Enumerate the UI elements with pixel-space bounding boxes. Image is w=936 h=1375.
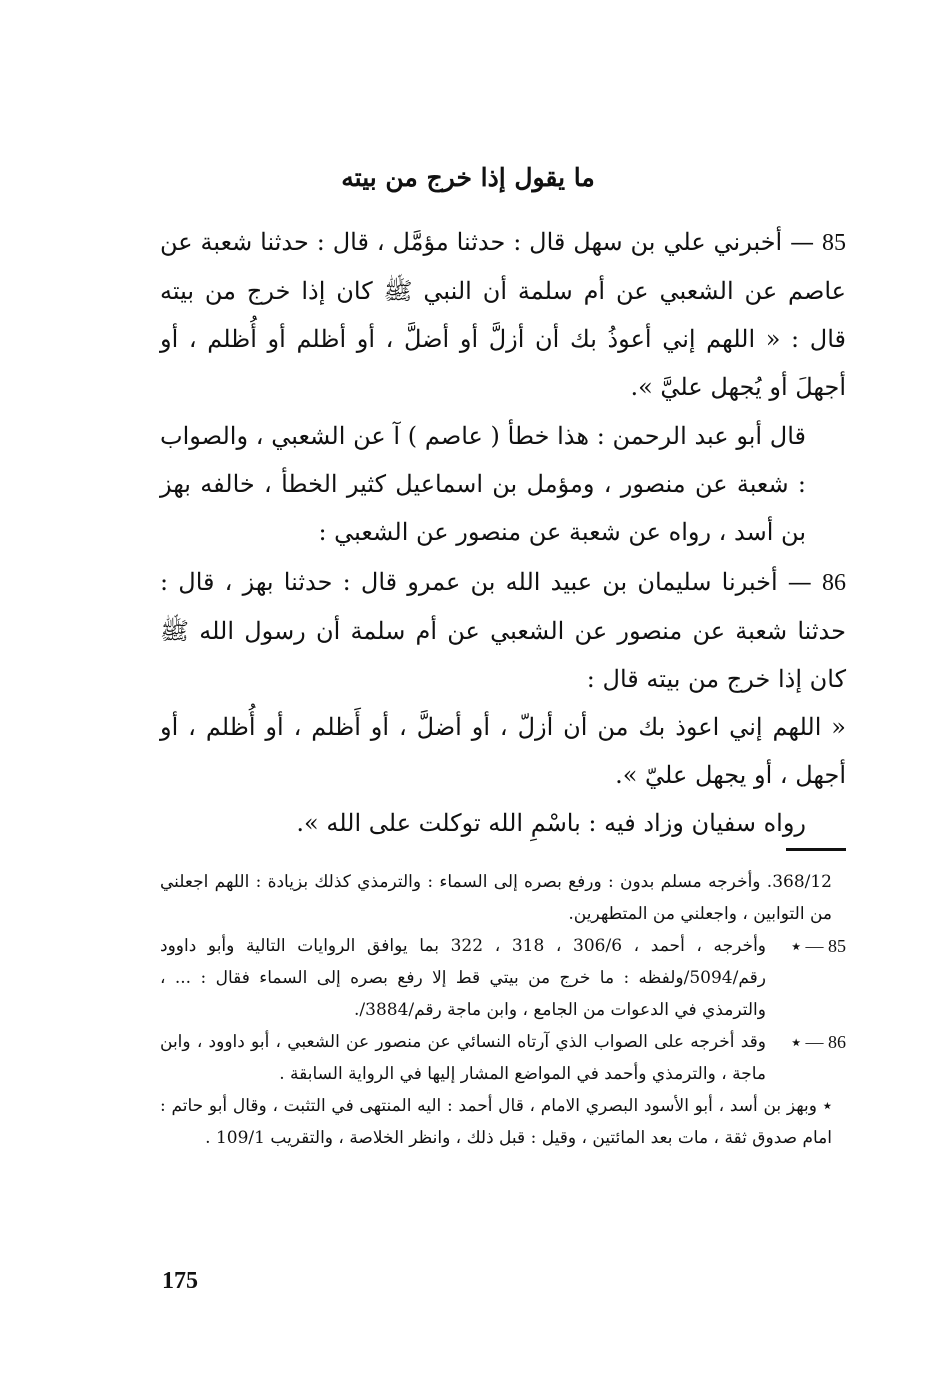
chapter-title: ما يقول إذا خرج من بيته bbox=[341, 163, 595, 192]
footnote-continued: 368/12. وأخرجه مسلم بدون : ورفع بصره إلى السماء : والترمذي كذلك بزيادة : اللهم اجعلني من التوابين ، واجعلني من المتطهرين. bbox=[160, 872, 832, 924]
footnote-marker: 86 — ٭ bbox=[791, 1032, 846, 1052]
hadith-number: 85 bbox=[822, 230, 846, 256]
narration-addition: رواه سفيان وزاد فيه : باسْمِ الله توكلت على الله ». bbox=[296, 809, 806, 837]
footnote-bahz: ٭ وبهز بن أسد ، أبو الأسود البصري الامام ، قال أحمد : اليه المنتهى في التثبت ، وقال أبو حاتم : امام صدوق ثقة ، مات بعد المائتين ، وقيل : قبل ذلك ، وانظر الخلاصة ، والتقريب 109/1 . bbox=[160, 1096, 832, 1148]
footnotes bbox=[160, 866, 846, 1154]
footnote-divider bbox=[786, 848, 846, 851]
hadith-86 bbox=[160, 558, 846, 847]
footnote-86 bbox=[160, 1026, 846, 1090]
page-number: 175 bbox=[162, 1268, 198, 1294]
footnote-text: وأخرجه ، أحمد ، 306/6 ، 318 ، 322 بما يوافق الروايات التالية وأبو داوود رقم/5094/ولفظه : ما خرج من بيتي قط إلا رفع بصره إلى السماء فقال : ... ، والترمذي في الدعوات من الجامع ، وابن ماجة رقم/3884/. bbox=[160, 936, 766, 1020]
hadith-text: — أخبرني علي بن سهل قال : حدثنا مؤمَّل ، قال : حدثنا شعبة عن عاصم عن الشعبي عن أم سلمة أن النبي ﷺ كان إذا خرج من بيته قال : « اللهم إني أعوذُ بك أن أزلَّ أو أضلَّ ، أو أظلم أو أُظلم ، أو أجهلَ أو يُجهل عليَّ ». bbox=[160, 228, 846, 401]
footnote-85 bbox=[160, 930, 846, 1026]
hadith-text: — أخبرنا سليمان بن عبيد الله بن عمرو قال : حدثنا بهز ، قال : حدثنا شعبة عن منصور عن الشعبي عن أم سلمة أن رسول الله ﷺ كان إذا خرج من بيته قال : bbox=[160, 568, 846, 693]
footnote-text: وقد أخرجه على الصواب الذي آرتاه النسائي عن منصور عن الشعبي ، أبو داوود ، وابن ماجة ، والترمذي وأحمد في المواضع المشار إليها في الرواية السابقة . bbox=[160, 1032, 766, 1084]
supplication-quote: « اللهم إني اعوذ بك من أن أزلّ ، أو أضلَّ ، أو أَظلم ، أو أُظلم ، أو أجهل ، أو يجهل عليّ ». bbox=[160, 713, 846, 789]
hadith-85 bbox=[160, 218, 846, 411]
commentary-paragraph bbox=[160, 412, 846, 556]
commentary-text: قال أبو عبد الرحمن : هذا خطأ ( عاصم ) آ عن الشعبي ، والصواب : شعبة عن منصور ، ومؤمل بن اسماعيل كثير الخطأ ، خالفه بهز بن أسد ، رواه عن شعبة عن منصور عن الشعبي : bbox=[160, 422, 806, 546]
hadith-number: 86 bbox=[822, 570, 846, 596]
footnote-marker: 85 — ٭ bbox=[791, 936, 846, 956]
